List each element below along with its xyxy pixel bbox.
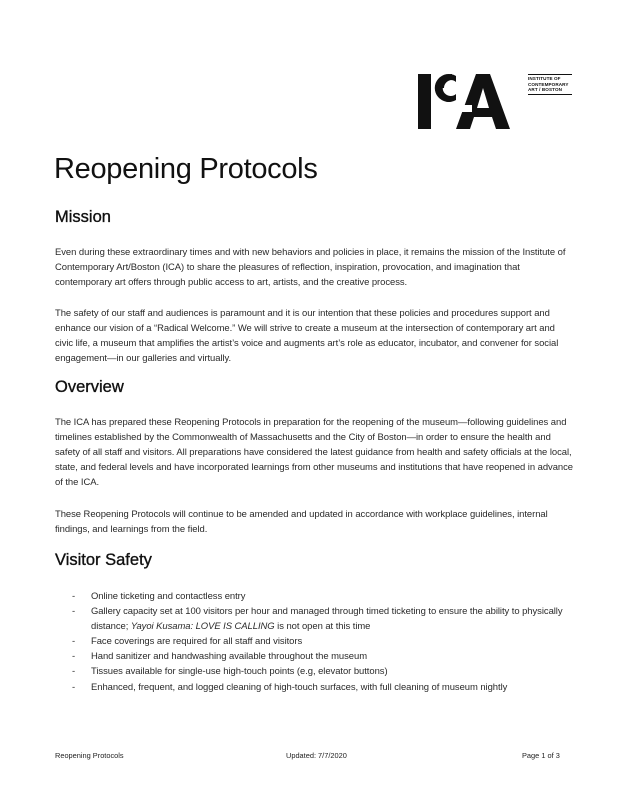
dash-bullet-icon: - — [72, 606, 76, 618]
section-heading-mission: Mission — [55, 208, 111, 226]
list-item — [55, 634, 585, 649]
list-item — [55, 589, 585, 604]
dash-bullet-icon: - — [72, 651, 76, 663]
list-item-text: Gallery capacity set at 100 visitors per hour and managed through timed ticketing to ensure the ability to physically distance; — [91, 606, 563, 633]
footer-updated-date: Updated: 7/7/2020 — [286, 751, 347, 760]
list-item — [55, 664, 585, 679]
list-item-text: is not open at this time — [274, 621, 371, 633]
list-item — [55, 604, 585, 634]
dash-bullet-icon: - — [72, 591, 76, 602]
footer-page-number: Page 1 of 3 — [522, 751, 560, 760]
ica-logo — [418, 70, 568, 132]
list-item-text: Tissues available for single-use high-touch points (e.g, elevator buttons) — [91, 666, 388, 678]
mission-paragraph-1: Even during these extraordinary times and with new behaviors and policies in place, it remains the mission of the Institute of Contemporary Art/Boston (ICA) to share the pleasures of reflection, inspiration, provocation, and imagination that contemporary art offers through public access to art, artists, and the creative process. — [55, 247, 566, 289]
list-item — [55, 680, 585, 695]
list-item-text: Enhanced, frequent, and logged cleaning of high-touch surfaces, with full cleaning of museum nightly — [91, 681, 508, 693]
logo-tagline — [528, 74, 572, 95]
tagline-line: INSTITUTE OF — [528, 76, 561, 81]
tagline-line: CONTEMPORARY — [528, 81, 569, 87]
overview-paragraph-2: These Reopening Protocols will continue to be amended and updated in accordance with workplace guidelines, internal findings, and learnings from the field. — [55, 509, 548, 536]
list-item-text: Online ticketing and contactless entry — [91, 591, 246, 602]
overview-paragraph-1: The ICA has prepared these Reopening Protocols in preparation for the reopening of the museum—following guidelines and timelines established by the Commonwealth of Massachusetts and the City of Boston—in order to ensure the health and safety of all staff and visitors. All preparations have considered the latest guidance from health and safety officials at the local, state, and federal levels and have incorporated learnings from other museums and institutions that have reopened in advance of the ICA. — [55, 417, 573, 489]
exhibition-title: Yayoi Kusama: LOVE IS CALLING — [130, 621, 275, 633]
footer-document-name: Reopening Protocols — [55, 751, 124, 760]
document-title: Reopening Protocols — [54, 153, 318, 185]
list-item-text: Face coverings are required for all staff and visitors — [91, 636, 303, 648]
section-heading-visitor-safety: Visitor Safety — [55, 551, 152, 569]
section-heading-overview: Overview — [55, 378, 124, 396]
ica-logo-mark-icon — [418, 70, 524, 132]
list-item — [55, 649, 585, 664]
mission-paragraph-2: The safety of our staff and audiences is paramount and it is our intention that these policies and procedures support and enhance our vision of a “Radical Welcome.” We will strive to create a museum at the intersection of contemporary art and civic life, a museum that amplifies the artist’s voice and augments art’s role as educator, incubator, and convener for social engagement—in our galleries and virtually. — [55, 308, 559, 365]
dash-bullet-icon: - — [72, 681, 76, 693]
dash-bullet-icon: - — [72, 636, 76, 648]
visitor-safety-list — [55, 589, 585, 695]
tagline-line: ART / BOSTON — [528, 87, 563, 93]
dash-bullet-icon: - — [72, 666, 76, 678]
list-item-text: Hand sanitizer and handwashing available throughout the museum — [91, 651, 368, 663]
